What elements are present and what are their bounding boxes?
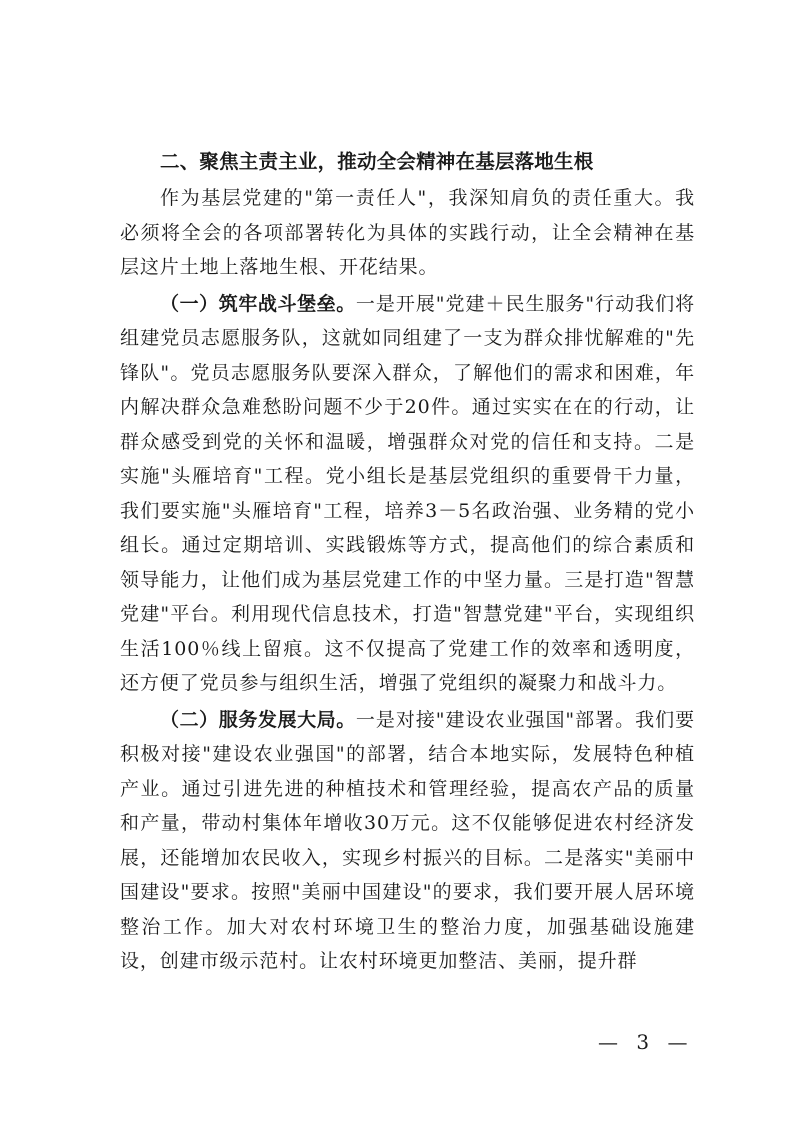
section1-body: 一是开展"党建＋民生服务"行动我们将组建党员志愿服务队，这就如同组建了一支为群众排忧解难的"先锋队"。党员志愿服务队要深入群众，了解他们的需求和困难，年内解决群众急难愁盼问题不少于20件。通过实实在在的行动，让群众感受到党的关怀和温暖，增强群众对党的信任和支持。二是实施"头雁培育"工程。党小组长是基层党组织的重要骨干力量，我们要实施"头雁培育"工程，培养3－5名政治强、业务精的党小组长。通过定期培训、实践锻炼等方式，提高他们的综合素质和领导能力，让他们成为基层党建工作的中坚力量。三是打造"智慧党建"平台。利用现代信息技术，打造"智慧党建"平台，实现组织生活100％线上留痕。这不仅提高了党建工作的效率和透明度，还方便了党员参与组织生活，增强了党组织的凝聚力和战斗力。: [120, 292, 695, 694]
section2-body: 一是对接"建设农业强国"部署。我们要积极对接"建设农业强国"的部署，结合本地实际，发展特色种植产业。通过引进先进的种植技术和管理经验，提高农产品的质量和产量，带动村集体年增收30万元。这不仅能够促进农村经济发展，还能增加农民收入，实现乡村振兴的目标。二是落实"美丽中国建设"要求。按照"美丽中国建设"的要求，我们要开展人居环境整治工作。加大对农村环境卫生的整治力度，加强基础设施建设，创建市级示范村。让农村环境更加整洁、美丽，提升群: [120, 708, 695, 972]
section1-paragraph: [120, 287, 695, 701]
section-heading: 二、聚焦主责主业，推动全会精神在基层落地生根: [160, 150, 594, 173]
section2-title: （二）服务发展大局。: [160, 708, 356, 731]
section2-paragraph: [120, 703, 695, 979]
document-body: [120, 143, 695, 979]
section1-title: （一）筑牢战斗堡垒。: [160, 292, 356, 315]
intro-paragraph: 作为基层党建的"第一责任人"，我深知肩负的责任重大。我必须将全会的各项部署转化为具体的实践行动，让全会精神在基层这片土地上落地生根、开花结果。: [120, 187, 695, 278]
page-number: — 3 —: [598, 1030, 694, 1054]
